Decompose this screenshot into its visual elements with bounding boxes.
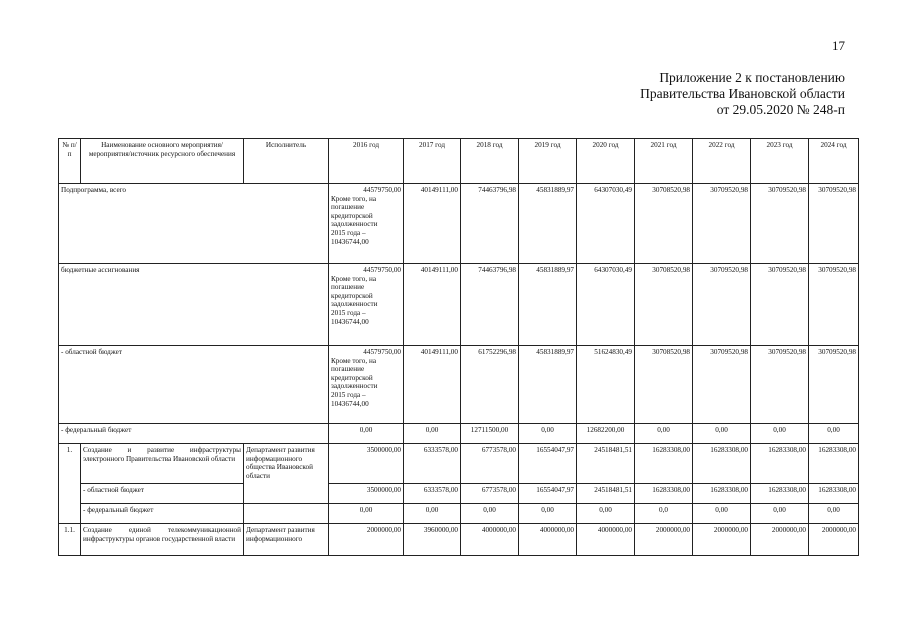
- note-line: задолженности: [331, 382, 378, 391]
- note-line: Кроме того, на: [331, 194, 377, 203]
- value-cell: 45831889,97: [519, 264, 577, 346]
- value-cell: 6773578,00: [461, 444, 519, 484]
- value-cell: 16283308,00: [751, 444, 809, 484]
- row-label: - областной бюджет: [59, 346, 329, 424]
- value-cell: 0,00: [519, 504, 577, 524]
- value-cell: 2000000,00: [751, 524, 809, 556]
- value: 44579750,00: [363, 348, 401, 356]
- value-cell: 30709520,98: [751, 264, 809, 346]
- executor-cell: Департамент развития информационного общества Ивановской области: [244, 444, 329, 504]
- value-cell: 0,0: [635, 504, 693, 524]
- note-line: Кроме того, на: [331, 274, 377, 283]
- header-year: 2019 год: [519, 139, 577, 184]
- note-line: погашение: [331, 203, 365, 212]
- value-cell: 30709520,98: [693, 264, 751, 346]
- value-cell: 16283308,00: [693, 484, 751, 504]
- item-number: 1.1.: [59, 524, 81, 556]
- value-cell: 30709520,98: [809, 184, 859, 264]
- item-name: Создание и развитие инфраструктуры электронного Правительства Ивановской области: [81, 444, 244, 484]
- header-year: 2021 год: [635, 139, 693, 184]
- table-row: [59, 444, 859, 484]
- value-cell: 45831889,97: [519, 184, 577, 264]
- value-cell-with-note: [329, 346, 404, 424]
- table-row: [59, 524, 859, 556]
- value-cell: 3500000,00: [329, 444, 404, 484]
- header-year: 2018 год: [461, 139, 519, 184]
- value-cell: 16283308,00: [751, 484, 809, 504]
- value-cell: 0,00: [751, 424, 809, 444]
- annex-line-3: от 29.05.2020 № 248-п: [716, 102, 845, 117]
- item-name: Создание единой телекоммуникационной инфраструктуры органов государственной власти: [81, 524, 244, 556]
- note-line: 2015 года –: [331, 228, 366, 237]
- note-line: кредиторской: [331, 211, 373, 220]
- value-cell-with-note: [329, 264, 404, 346]
- value-cell: 30708520,98: [635, 184, 693, 264]
- value-cell: 0,00: [404, 504, 461, 524]
- table-header-row: [59, 139, 859, 184]
- note-line: Кроме того, на: [331, 356, 377, 365]
- value-cell: 3500000,00: [329, 484, 404, 504]
- value-cell: 16554047,97: [519, 444, 577, 484]
- value-cell: 30709520,98: [693, 184, 751, 264]
- value-cell: 16283308,00: [693, 444, 751, 484]
- header-executor: Исполнитель: [244, 139, 329, 184]
- value-cell: 4000000,00: [519, 524, 577, 556]
- row-label: - федеральный бюджет: [59, 424, 329, 444]
- value-cell: 0,00: [461, 504, 519, 524]
- row-label: бюджетные ассигнования: [59, 264, 329, 346]
- value-cell: 0,00: [329, 504, 404, 524]
- note-line: 10436744,00: [331, 317, 369, 326]
- value-cell: 16283308,00: [635, 444, 693, 484]
- header-year: 2023 год: [751, 139, 809, 184]
- value-cell: 40149111,00: [404, 346, 461, 424]
- value-cell: 64307030,49: [577, 264, 635, 346]
- value-cell: 30709520,98: [809, 264, 859, 346]
- item-number: 1.: [59, 444, 81, 524]
- value-cell: 16283308,00: [809, 484, 859, 504]
- note-line: кредиторской: [331, 291, 373, 300]
- header-name: Наименование основного мероприятия/мероприятия/источник ресурсного обеспечения: [81, 139, 244, 184]
- table-row: [59, 424, 859, 444]
- row-label: Подпрограмма, всего: [59, 184, 329, 264]
- value-cell: 4000000,00: [577, 524, 635, 556]
- value-cell: 51624830,49: [577, 346, 635, 424]
- note-line: 10436744,00: [331, 237, 369, 246]
- value-cell: 12682200,00: [577, 424, 635, 444]
- row-label: - областной бюджет: [81, 484, 244, 504]
- value-cell: 45831889,97: [519, 346, 577, 424]
- header-year: 2016 год: [329, 139, 404, 184]
- note-line: задолженности: [331, 220, 378, 229]
- value-cell: 2000000,00: [693, 524, 751, 556]
- value: 44579750,00: [363, 266, 401, 274]
- value-cell-with-note: [329, 184, 404, 264]
- header-year: 2020 год: [577, 139, 635, 184]
- value-cell: 16283308,00: [635, 484, 693, 504]
- value-cell: 64307030,49: [577, 184, 635, 264]
- annex-line-1: Приложение 2 к постановлению: [659, 70, 845, 85]
- header-year: 2022 год: [693, 139, 751, 184]
- value-cell: 0,00: [693, 504, 751, 524]
- value-cell: 24518481,51: [577, 444, 635, 484]
- value-cell: 16283308,00: [809, 444, 859, 484]
- value-cell: 3960000,00: [404, 524, 461, 556]
- value-cell: 0,00: [693, 424, 751, 444]
- table-row: [59, 346, 859, 424]
- value-cell: 0,00: [577, 504, 635, 524]
- value-cell: 0,00: [809, 424, 859, 444]
- page-number: 17: [832, 38, 845, 53]
- value-cell: 0,00: [635, 424, 693, 444]
- value-cell: 24518481,51: [577, 484, 635, 504]
- value-cell: 0,00: [404, 424, 461, 444]
- note-line: погашение: [331, 283, 365, 292]
- note-line: 10436744,00: [331, 399, 369, 408]
- value-cell: 2000000,00: [809, 524, 859, 556]
- value-cell: 30709520,98: [809, 346, 859, 424]
- header-num: № п/п: [59, 139, 81, 184]
- value-cell: 30709520,98: [751, 184, 809, 264]
- value-cell: 0,00: [751, 504, 809, 524]
- value-cell: 0,00: [329, 424, 404, 444]
- note-line: 2015 года –: [331, 390, 366, 399]
- header-year: 2017 год: [404, 139, 461, 184]
- value-cell: 12711500,00: [461, 424, 519, 444]
- value-cell: 0,00: [809, 504, 859, 524]
- value-cell: 4000000,00: [461, 524, 519, 556]
- value-cell: 30708520,98: [635, 264, 693, 346]
- value-cell: 40149111,00: [404, 184, 461, 264]
- value-cell: 2000000,00: [635, 524, 693, 556]
- value-cell: 30708520,98: [635, 346, 693, 424]
- note-line: погашение: [331, 365, 365, 374]
- table-row: [59, 504, 859, 524]
- note-line: 2015 года –: [331, 308, 366, 317]
- value-cell: 40149111,00: [404, 264, 461, 346]
- header-year: 2024 год: [809, 139, 859, 184]
- annex-line-2: Правительства Ивановской области: [640, 86, 845, 101]
- value-cell: 0,00: [519, 424, 577, 444]
- value-cell: 74463796,98: [461, 264, 519, 346]
- value-cell: 6773578,00: [461, 484, 519, 504]
- executor-cell: Департамент развития информационного: [244, 524, 329, 556]
- value-cell: 61752296,98: [461, 346, 519, 424]
- value-cell: 6333578,00: [404, 484, 461, 504]
- budget-table: [58, 138, 859, 556]
- note-line: кредиторской: [331, 373, 373, 382]
- value-cell: 74463796,98: [461, 184, 519, 264]
- table-row: [59, 484, 859, 504]
- value-cell: 30709520,98: [751, 346, 809, 424]
- value-cell: 16554047,97: [519, 484, 577, 504]
- value: 44579750,00: [363, 186, 401, 194]
- table-row: [59, 264, 859, 346]
- empty-cell: [244, 504, 329, 524]
- row-label: - федеральный бюджет: [81, 504, 244, 524]
- value-cell: 30709520,98: [693, 346, 751, 424]
- note-line: задолженности: [331, 300, 378, 309]
- annex-heading: [640, 70, 845, 118]
- value-cell: 6333578,00: [404, 444, 461, 484]
- table-row: [59, 184, 859, 264]
- value-cell: 2000000,00: [329, 524, 404, 556]
